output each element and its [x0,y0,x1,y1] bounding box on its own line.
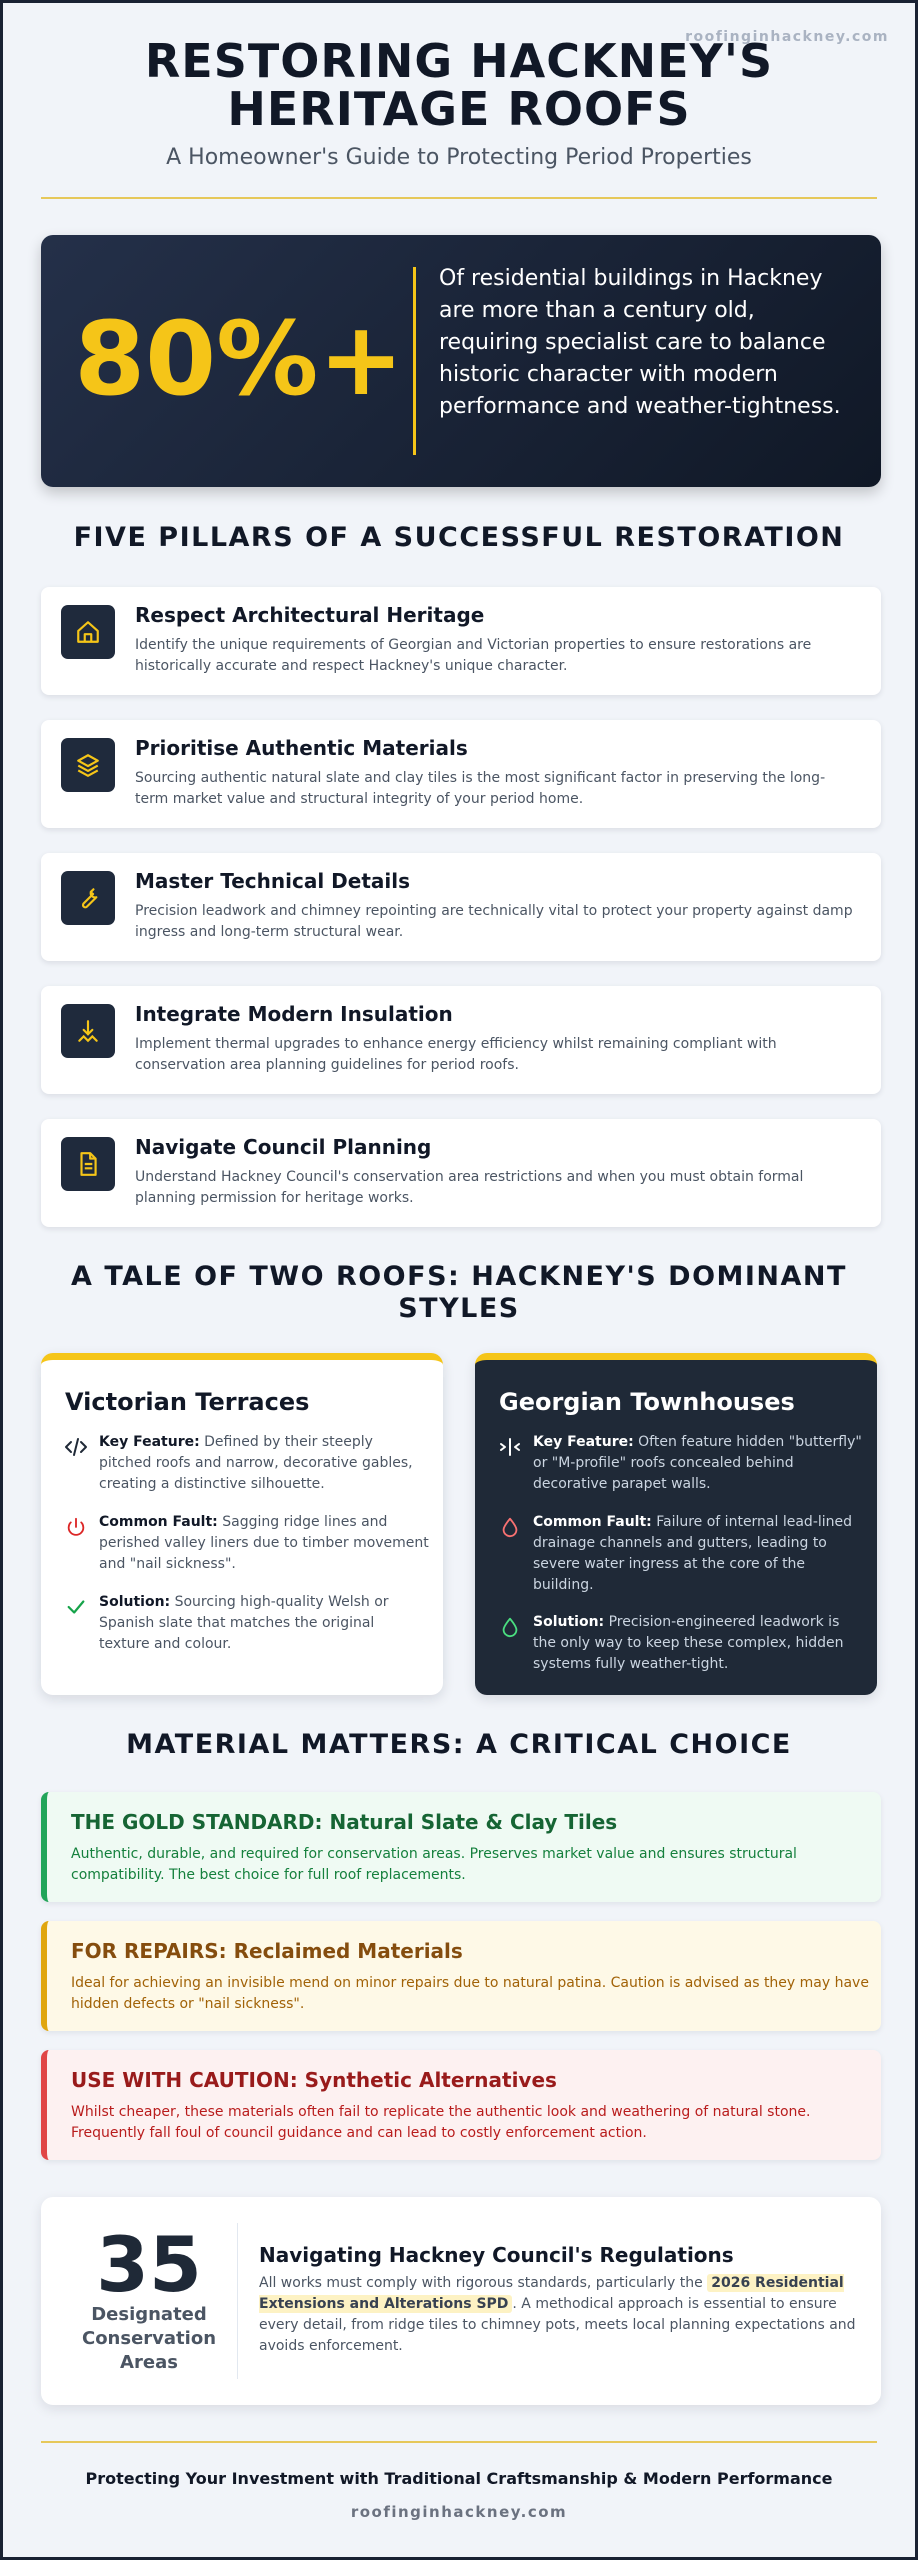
feature-icon-wrap [497,1514,523,1540]
material-title: THE GOLD STANDARD: Natural Slate & Clay Tiles [71,1810,618,1834]
regulations-divider [237,2223,238,2379]
regulations-text-after: . A methodical approach is essential to ensure every detail, from ridge tiles to chimney pots, meets local planning expectations and avoids enforcement. [259,2296,856,2354]
material-card-gold [41,1792,881,1902]
roofs-title-line-2: STYLES [398,1293,520,1324]
footer-url: roofinginhackney.com [350,2503,568,2521]
pillar-card [41,1119,881,1227]
regulations-text-before: All works must comply with rigorous standards, particularly the [259,2275,708,2291]
regulations-text [259,2273,859,2357]
material-text: Authentic, durable, and required for conservation areas. Preserves market value and ensures structural compatibility. The best choice for full roof replacements. [71,1846,797,1883]
stat-divider [413,267,416,455]
victorian-title: Victorian Terraces [65,1388,310,1416]
split-arrows-icon [498,1435,522,1459]
house-icon [75,619,101,645]
code-brackets-icon [64,1435,88,1459]
page-title-line-1: RESTORING HACKNEY'S [144,34,774,88]
pillar-title: Navigate Council Planning [135,1135,432,1159]
stat-value: 80%+ [74,300,404,419]
pillar-title: Respect Architectural Heritage [135,603,485,627]
feature-icon-wrap [63,1434,89,1460]
pillar-card [41,720,881,828]
material-title: FOR REPAIRS: Reclaimed Materials [71,1939,463,1963]
feature-desc: Defined by their steeply pitched roofs and narrow, decorative gables, creating a distinctive silhouette. [99,1434,413,1492]
conservation-label: Designated Conservation Areas [81,2304,217,2373]
feature-label: Solution: [533,1614,605,1630]
regulations-title: Navigating Hackney Council's Regulations [259,2243,734,2267]
check-icon [65,1596,87,1618]
pillar-title: Integrate Modern Insulation [135,1002,453,1026]
insulation-icon [75,1018,101,1044]
footer-divider [41,2441,877,2443]
watermark: roofinginhackney.com [685,29,889,45]
material-card-repairs [41,1921,881,2031]
feature-icon-wrap [497,1434,523,1460]
spd-highlight: 2026 Residential Extensions and Alterations SPD [259,2275,844,2312]
georgian-title: Georgian Townhouses [499,1388,795,1416]
material-text: Whilst cheaper, these materials often fail to replicate the authentic look and weathering of natural stone. Frequently fall foul of council guidance and can lead to costly enforcement action. [71,2104,811,2141]
pillar-icon-box [61,738,115,792]
feature-label: Key Feature: [533,1434,634,1450]
feature-label: Solution: [99,1594,171,1610]
feature-desc: Precision-engineered leadwork is the only way to keep these complex, hidden systems fully weather-tight. [533,1614,844,1672]
feature-label: Common Fault: [99,1514,218,1530]
victorian-card [41,1353,443,1695]
pillar-text: Precision leadwork and chimney repointing are technically vital to protect your property against damp ingress and long-term structural wear. [135,903,853,940]
georgian-card [475,1353,877,1695]
footer-tagline: Protecting Your Investment with Traditional Craftsmanship & Modern Performance [85,2469,833,2488]
pillar-text: Understand Hackney Council's conservation area restrictions and when you must obtain formal planning permission for heritage works. [135,1169,804,1206]
pillar-card [41,853,881,961]
feature-text [533,1432,863,1495]
feature-text [533,1512,863,1596]
pillars-title: FIVE PILLARS OF A SUCCESSFUL RESTORATION [73,522,845,553]
materials-title: MATERIAL MATTERS: A CRITICAL CHOICE [126,1729,792,1760]
pillar-icon-box [61,605,115,659]
pillar-card [41,986,881,1094]
feature-icon-wrap [497,1614,523,1640]
feature-label: Common Fault: [533,1514,652,1530]
pillar-text: Identify the unique requirements of Georgian and Victorian properties to ensure restorations are historically accurate and respect Hackney's unique character. [135,637,812,674]
pillar-title: Master Technical Details [135,869,410,893]
material-card-caution [41,2050,881,2160]
pillar-title: Prioritise Authentic Materials [135,736,468,760]
feature-label: Key Feature: [99,1434,200,1450]
material-title: USE WITH CAUTION: Synthetic Alternatives [71,2068,557,2092]
document-icon [75,1151,101,1177]
pillar-icon-box [61,1137,115,1191]
pillar-text: Sourcing authentic natural slate and clay tiles is the most significant factor in preserving the long-term market value and structural integrity of your period home. [135,770,826,807]
header-divider [41,197,877,199]
droplet-icon [499,1616,521,1638]
wrench-icon [75,885,101,911]
droplet-icon [499,1516,521,1538]
pillar-icon-box [61,871,115,925]
conservation-count: 35 [96,2220,202,2309]
feature-text [533,1612,863,1675]
page-title [3,34,915,136]
feature-desc: Sourcing high-quality Welsh or Spanish slate that matches the original texture and colour. [99,1594,389,1652]
feature-icon-wrap [63,1514,89,1540]
power-icon [65,1516,87,1538]
page-title-line-2: HERITAGE ROOFS [227,82,691,136]
feature-text [99,1432,429,1495]
pillar-icon-box [61,1004,115,1058]
feature-icon-wrap [63,1594,89,1620]
stat-text: Of residential buildings in Hackney are more than a century old, requiring specialist care to balance historic character with modern performance and weather-tightness. [439,266,841,419]
page-subtitle: A Homeowner's Guide to Protecting Period Properties [166,145,752,170]
regulations-card [41,2197,881,2405]
feature-desc: Often feature hidden "butterfly" or "M-profile" roofs concealed behind decorative parapet walls. [533,1434,862,1492]
roofs-title-line-1: A TALE OF TWO ROOFS: HACKNEY'S DOMINANT [71,1261,847,1292]
feature-text [99,1512,429,1575]
feature-desc: Failure of internal lead-lined drainage channels and gutters, leading to severe water ingress at the core of the building. [533,1514,853,1593]
layers-icon [75,752,101,778]
stat-card [41,235,881,487]
pillar-card [41,587,881,695]
feature-text [99,1592,429,1655]
pillar-text: Implement thermal upgrades to enhance energy efficiency whilst remaining compliant with conservation area planning guidelines for period roofs. [135,1036,777,1073]
roofs-title [43,1261,875,1325]
material-text: Ideal for achieving an invisible mend on minor repairs due to natural patina. Caution is advised as they may have hidden defects or "nail sickness". [71,1975,869,2012]
feature-desc: Sagging ridge lines and perished valley liners due to timber movement and "nail sickness". [99,1514,429,1572]
